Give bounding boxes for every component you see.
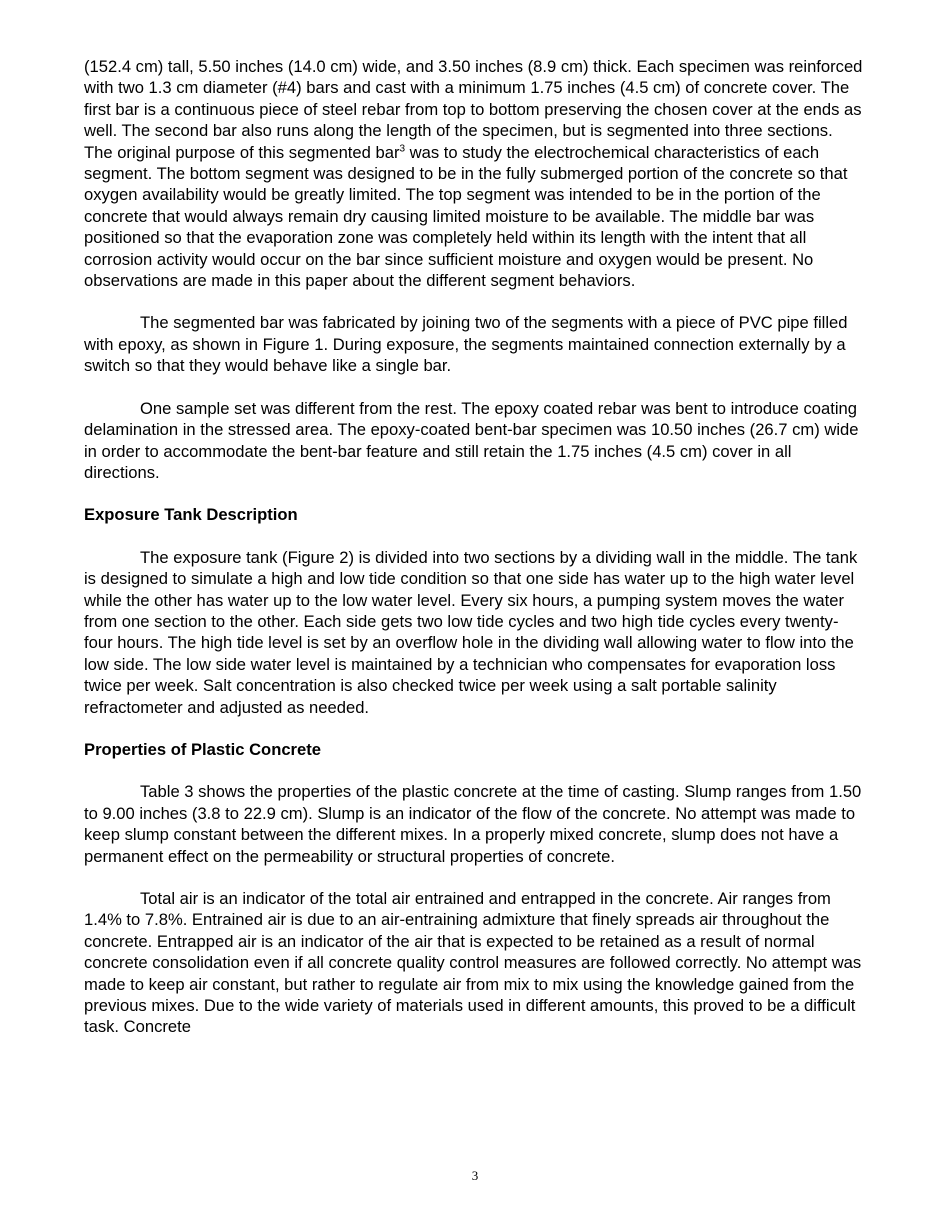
section-heading-exposure-tank: Exposure Tank Description	[84, 505, 298, 525]
paragraph-text: was to study the electrochemical characteristics of each segment. The bottom segment was designed to be in the fully submerged portion of the concrete so that oxygen availability would be greatly limited. The top segment was intended to be in the portion of the concrete that would always remain dry causing limited moisture to be available. The middle bar was positioned so that the evaporation zone was completely held within its length with the intent that all corrosion activity would occur on the bar since sufficient moisture and oxygen would be present. No observations are made in this paper about the different segment behaviors.	[84, 142, 848, 291]
page-number: 3	[471, 1168, 479, 1183]
paragraph-specimen-description	[84, 56, 865, 291]
footnote-reference: 3	[399, 143, 406, 155]
paragraph-total-air: Total air is an indicator of the total air entrained and entrapped in the concrete. Air ranges from 1.4% to 7.8%. Entrained air is due to an air-entraining admixture that finely spreads air throughout the concrete. Entrapped air is an indicator of the air that is expected to be retained as a result of normal concrete consolidation even if all concrete quality control measures are followed correctly. No attempt was made to keep air constant, but rather to regulate air from mix to mix using the knowledge gained from the previous mixes. Due to the wide variety of materials used in different amounts, this proved to be a difficult task. Concrete	[84, 889, 862, 1037]
paragraph-segmented-bar: The segmented bar was fabricated by joining two of the segments with a piece of PVC pipe filled with epoxy, as shown in Figure 1. During exposure, the segments maintained connection externally by a switch so that they would behave like a single bar.	[84, 313, 848, 376]
paragraph-exposure-tank: The exposure tank (Figure 2) is divided into two sections by a dividing wall in the middle. The tank is designed to simulate a high and low tide condition so that one side has water up to the high water level while the other has water up to the low water level. Every six hours, a pumping system moves the water from one section to the other. Each side gets two low tide cycles and two high tide cycles every twenty-four hours. The high tide level is set by an overflow hole in the dividing wall allowing water to flow into the low side. The low side water level is maintained by a technician who compensates for evaporation loss twice per week. Salt concentration is also checked twice per week using a salt portable salinity refractometer and adjusted as needed.	[84, 547, 858, 717]
paragraph-slump: Table 3 shows the properties of the plastic concrete at the time of casting. Slump ranges from 1.50 to 9.00 inches (3.8 to 22.9 cm). Slump is an indicator of the flow of the concrete. No attempt was made to keep slump constant between the different mixes. In a properly mixed concrete, slump does not have a permanent effect on the permeability or structural properties of concrete.	[84, 782, 862, 866]
paragraph-text: (152.4 cm) tall, 5.50 inches (14.0 cm) wide, and 3.50 inches (8.9 cm) thick. Each specimen was reinforced with two 1.3 cm diameter (#4) bars and cast with a minimum 1.75 inches (4.5 cm) of concrete cover. The first bar is a continuous piece of steel rebar from top to bottom preserving the chosen cover at the ends as well. The second bar also runs along the length of the specimen, but is segmented into three sections. The original purpose of this segmented bar	[84, 57, 863, 162]
paragraph-bent-bar: One sample set was different from the rest. The epoxy coated rebar was bent to introduce coating delamination in the stressed area. The epoxy-coated bent-bar specimen was 10.50 inches (26.7 cm) wide in order to accommodate the bent-bar feature and still retain the 1.75 inches (4.5 cm) cover in all directions.	[84, 398, 859, 482]
section-heading-plastic-concrete: Properties of Plastic Concrete	[84, 739, 321, 759]
page-body	[84, 56, 865, 1059]
